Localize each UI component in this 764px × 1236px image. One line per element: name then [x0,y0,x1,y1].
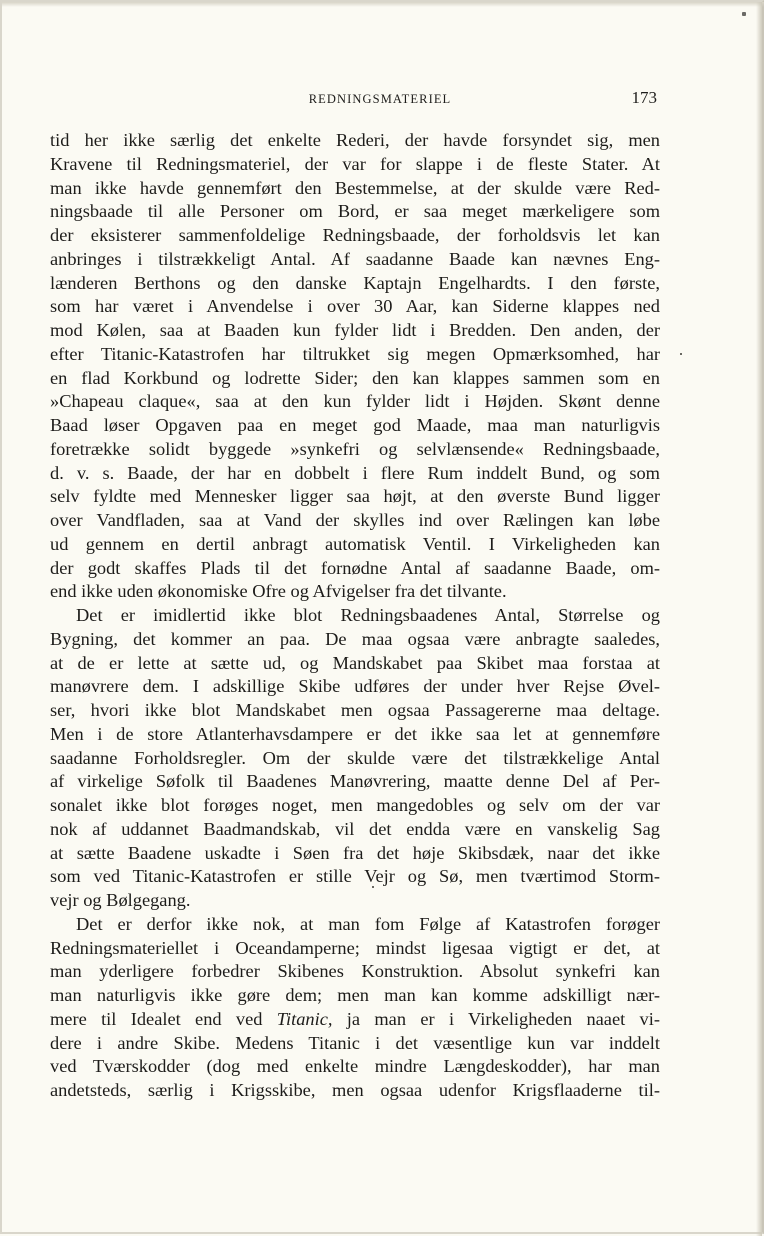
text-line-9: mod Kølen, saa at Baaden kun fylder lidt i Bredden. Den anden, der [50,320,660,340]
text-line-2: Kravene til Redningsmateriel, der var for slappe i de fleste Stater. At [50,153,660,174]
body-text [50,129,660,1103]
text-line-6: anbringes i tilstrækkeligt Antal. Af saadanne Baade kan nævnes Eng- [50,248,660,269]
text-line-12: »Chapeau claque«, saa at den kun fylder lidt i Højden. Skønt denne [50,391,660,412]
text-line-28: af virkelige Søfolk til Baadenes Manøvrering, maatte denne Del af Per- [50,771,660,792]
text-line-20: end ikke uden økonomiske Ofre og Afvigelser fra det tilvante. [50,581,507,602]
text-line-16: selv fyldte med Mennesker ligger saa højt, at den øverste Bund ligger [50,486,660,507]
page-header [50,88,660,112]
margin-speck [680,353,682,355]
text-line-17: over Vandfladen, saa at Vand der skylles ind over Rælingen kan løbe [50,510,660,530]
text-line-27: saadanne Forholdsregler. Om der skulde være det tilstrækkelige Antal [50,747,660,768]
scan-edge-top [2,2,764,7]
text-line-26: Men i de store Atlanterhavsdampere er det ikke saa let at gennemføre [50,723,660,744]
page-number: 173 [631,88,657,107]
corner-speck [742,12,746,16]
text-line-24: manøvrere dem. I adskillige Skibe udføres der under hver Rejse Øvel- [50,676,660,697]
text-line-11: en flad Korkbund og lodrette Sider; den kan klappes sammen som en [50,367,660,388]
running-title: REDNINGSMATERIEL [308,92,452,106]
text-line-38 [50,1008,660,1032]
titanic-italic: Titanic, [276,1008,333,1029]
text-line-5: der eksisterer sammenfoldelige Redningsbaade, der forholdsvis let kan [50,225,660,245]
text-line-36: man yderligere forbedrer Skibenes Konstruktion. Absolut synkefri kan [50,961,660,982]
text-line-40: ved Tværskodder (dog med enkelte mindre Længdeskodder), har man [50,1056,660,1077]
text-line-23: at de er lette at sætte ud, og Mandskabet paa Skibet maa forstaa at [50,652,660,673]
text-line-41: andetsteds, særlig i Krigsskibe, men ogsaa udenfor Krigsflaaderne til- [50,1080,660,1100]
text-line-19: der godt skaffes Plads til det fornødne Antal af saadanne Baade, om- [50,557,660,578]
text-line-30: nok af uddannet Baadmandskab, vil det endda være en vanskelig Sag [50,818,660,839]
text-line-8: som har været i Anvendelse i over 30 Aar, kan Siderne klappes ned [50,296,660,317]
text-line-39: dere i andre Skibe. Medens Titanic i det væsentlige kun var inddelt [50,1032,660,1053]
text-line-35: Redningsmateriellet i Oceandamperne; mindst ligesaa vigtigt er det, at [50,937,660,958]
text-line-15: d. v. s. Baade, der har en dobbelt i flere Rum inddelt Bund, og som [50,462,660,483]
text-line-38-start: mere til Idealet end ved [50,1008,277,1029]
text-line-1: tid her ikke særlig det enkelte Rederi, der havde forsyndet sig, men [50,130,660,150]
text-line-25: ser, hvori ikke blot Mandskabet men ogsaa Passagererne maa deltage. [50,700,660,720]
text-line-21: Det er imidlertid ikke blot Redningsbaadenes Antal, Størrelse og [76,605,660,625]
text-line-4: ningsbaade til alle Personer om Bord, er saa meget mærkeligere som [50,201,660,222]
text-line-37: man naturligvis ikke gøre dem; men man kan komme adskilligt nær- [50,985,660,1005]
text-line-18: ud gennem en dertil anbragt automatisk Ventil. I Virkeligheden kan [50,533,660,554]
text-line-32: som ved Titanic-Katastrofen er stille Vejr og Sø, men tværtimod Storm- [50,866,660,887]
text-line-7: lænderen Berthons og den danske Kaptajn Engelhardts. I den første, [50,272,660,293]
text-line-31: at sætte Baadene uskadte i Søen fra det høje Skibsdæk, naar det ikke [50,842,660,863]
text-line-33: vejr og Bølgegang. [50,890,191,910]
scan-edge-right [756,2,762,1236]
text-line-34: Det er derfor ikke nok, at man fom Følge af Katastrofen forøger [76,913,660,934]
text-line-38-end: ja man er i Virkeligheden naaet vi- [332,1008,660,1029]
text-line-10: efter Titanic-Katastrofen har tiltrukket sig megen Opmærksomhed, har [50,343,660,364]
text-line-29: sonalet ikke blot forøges noget, men mangedobles og selv om der var [50,795,660,815]
text-line-3: man ikke havde gennemført den Bestemmelse, at der skulde være Red- [50,177,660,198]
text-line-14: foretrække solidt byggede »synkefri og selvlænsende« Redningsbaade, [50,438,660,459]
text-line-22: Bygning, det kommer an paa. De maa ogsaa være anbragte saaledes, [50,628,660,649]
text-speck [372,886,374,888]
text-line-13: Baad løser Opgaven paa en meget god Maade, maa man naturligvis [50,415,660,435]
